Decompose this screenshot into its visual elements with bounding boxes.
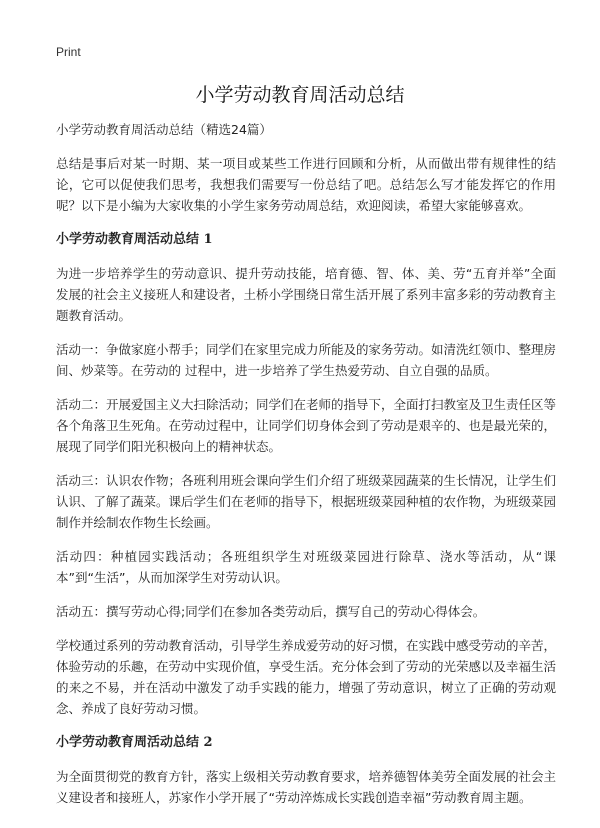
activity-1-paragraph: 活动一：争做家庭小帮手；同学们在家里完成力所能及的家务劳动。如清洗红领巾、整理房间、炒菜等。在劳动的 过程中，进一步培养了学生热爱劳动、自立自强的品质。 (56, 342, 557, 378)
activity-3-paragraph: 活动三：认识农作物；各班利用班会课向学生们介绍了班级菜园蔬菜的生长情况，让学生们认识、了解了蔬菜。课后学生们在老师的指导下，根据班级菜园种植的农作物，为班级菜园制作并绘制农作物生长绘画。 (56, 473, 557, 530)
section2-paragraph-1: 为全面贯彻党的教育方针，落实上级相关劳动教育要求，培养德智体美劳全面发展的社会主义建设者和接班人，苏家作小学开展了“劳动淬炼成长实践创造幸福”劳动教育周主题。 (56, 769, 557, 805)
section1-paragraph-1: 为进一步培养学生的劳动意识、提升劳动技能，培育德、智、体、美、劳“五育并举”全面发展的社会主义接班人和建设者，土桥小学围绕日常生活开展了系列丰富多彩的劳动教育主题教育活动。 (56, 266, 557, 323)
intro-paragraph: 总结是事后对某一时期、某一项目或某些工作进行回顾和分析，从而做出带有规律性的结论，它可以促使我们思考，我想我们需要写一份总结了吧。总结怎么写才能发挥它的作用呢？以下是小编为大家收集的小学生家务劳动周总结，欢迎阅读，希望大家能够喜欢。 (56, 156, 556, 213)
activity-2-paragraph: 活动二：开展爱国主义大扫除活动；同学们在老师的指导下，全面打扫教室及卫生责任区等各个角落卫生死角。在劳动过程中，让同学们切身体会到了劳动是艰辛的、也是最光荣的，展现了同学们阳光积极向上的精神状态。 (56, 397, 557, 454)
section1-summary-paragraph: 学校通过系列的劳动教育活动，引导学生养成爱劳动的好习惯，在实践中感受劳动的辛苦，体验劳动的乐趣，在劳动中实现价值，享受生活。充分体会到了劳动的光荣感以及幸福生活的来之不易，并在活动中激发了动手实践的能力，增强了劳动意识，树立了正确的劳动观念、养成了良好劳动习惯。 (56, 638, 557, 716)
article-subtitle: 小学劳动教育周活动总结（精选24篇） (56, 122, 272, 137)
activity-5-paragraph: 活动五：撰写劳动心得;同学们在参加各类劳动后，撰写自己的劳动心得体会。 (56, 604, 486, 619)
print-link[interactable]: Print (56, 45, 81, 59)
section-heading-2: 小学劳动教育周活动总结 2 (56, 735, 213, 750)
article-body (56, 119, 556, 821)
section-heading-1: 小学劳动教育周活动总结 1 (56, 232, 213, 247)
page-title: 小学劳动教育周活动总结 (195, 84, 405, 106)
activity-4-paragraph: 活动四：种植园实践活动；各班组织学生对班级菜园进行除草、浇水等活动，从“课本”到“生活”，从而加深学生对劳动认识。 (56, 549, 556, 585)
